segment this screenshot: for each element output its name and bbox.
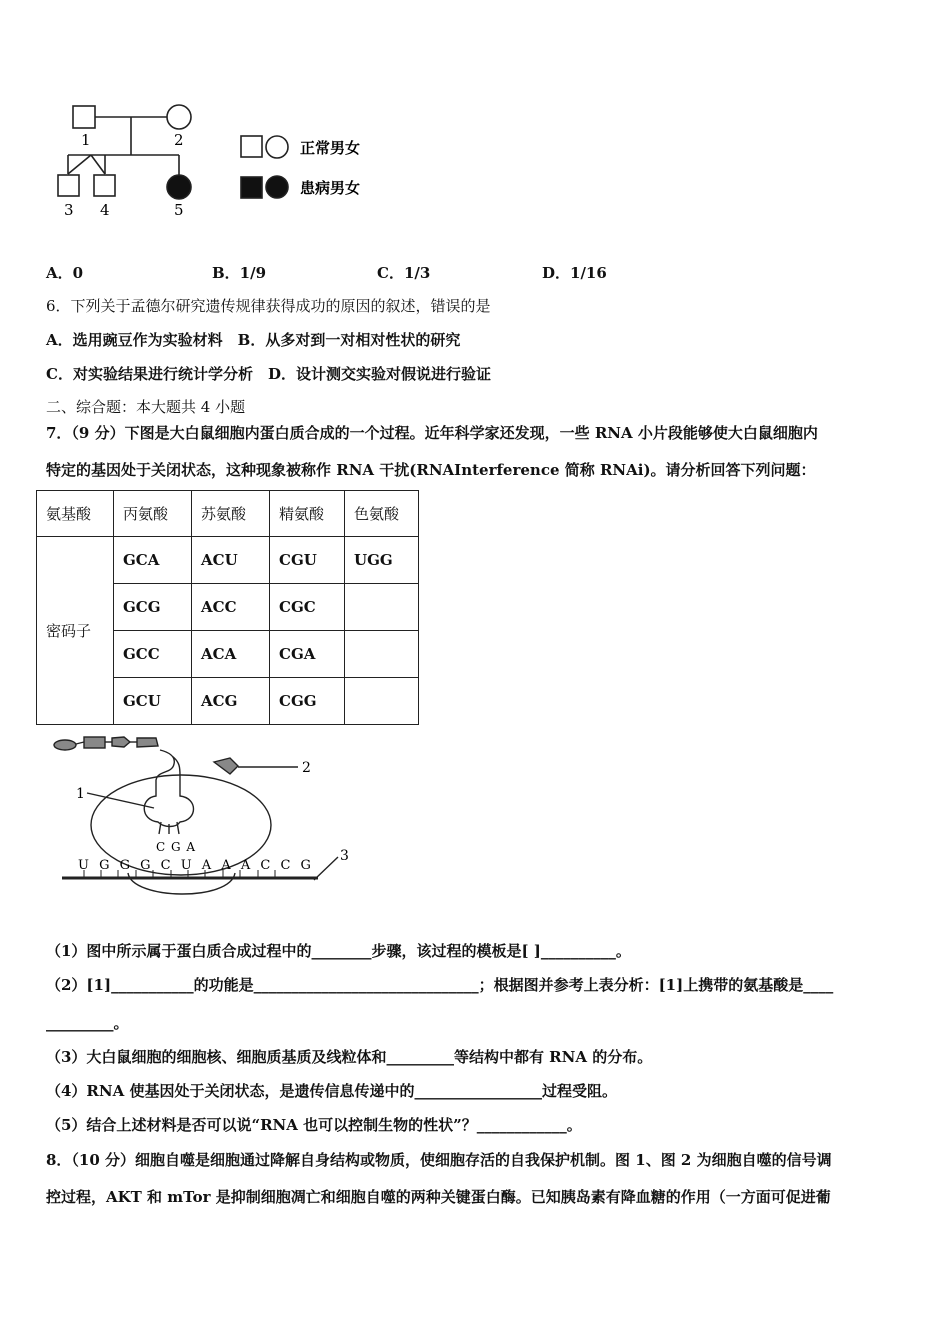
- table-cell: CGG: [270, 678, 345, 725]
- pedigree-male-1: [73, 106, 95, 128]
- ribosome-small-subunit: [128, 873, 235, 894]
- q6-options-ab: A．选用豌豆作为实验材料 B．从多对到一对相对性状的研究: [46, 331, 461, 349]
- table-cell: 密码子: [37, 537, 114, 725]
- pedigree-label-4: 4: [100, 201, 110, 219]
- table-cell: UGG: [345, 537, 419, 584]
- pedigree-label-2: 2: [174, 131, 184, 149]
- q8-line1: 8．（10 分）细胞自噬是细胞通过降解自身结构或物质，使细胞存活的自我保护机制。图 1、图 2 为细胞自噬的信号调: [46, 1151, 832, 1169]
- codon-table: [36, 490, 419, 725]
- pedigree-label-3: 3: [64, 201, 74, 219]
- peptide-residue: [54, 740, 76, 750]
- table-cell: 氨基酸: [37, 491, 114, 537]
- q8-line2: 控过程，AKT 和 mTor 是抑制细胞凋亡和细胞自噬的两种关键蛋白酶。已知胰岛素有降血糖的作用（一方面可促进葡: [46, 1188, 831, 1206]
- pedigree-male-3: [58, 175, 79, 196]
- anticodon-text: C G A: [156, 840, 197, 854]
- table-cell: [345, 678, 419, 725]
- option-c: C．1/3: [377, 264, 431, 282]
- label-1: 1: [76, 786, 85, 802]
- q6-options-cd: C．对实验结果进行统计学分析 D．设计测交实验对假说进行验证: [46, 365, 491, 383]
- label-2: 2: [302, 760, 311, 776]
- table-cell: ACC: [192, 584, 270, 631]
- pedigree-female-2: [167, 105, 191, 129]
- peptide-residue: [137, 738, 158, 747]
- q6-stem: 6．下列关于孟德尔研究遗传规律获得成功的原因的叙述，错误的是: [46, 297, 491, 315]
- table-cell: ACA: [192, 631, 270, 678]
- table-cell: GCG: [114, 584, 192, 631]
- label-3: 3: [340, 848, 349, 864]
- table-cell: CGC: [270, 584, 345, 631]
- peptide-residue: [112, 737, 130, 747]
- q7-sub2: （2）[1]___________的功能是______________________________；根据图并参考上表分析：[1]上携带的氨基酸是____: [46, 976, 834, 994]
- amino-acid-2: [214, 758, 238, 774]
- table-row: [37, 537, 419, 584]
- table-cell: 苏氨酸: [192, 491, 270, 537]
- legend-affected-female: [266, 176, 288, 198]
- q7-line1: 7．（9 分）下图是大白鼠细胞内蛋白质合成的一个过程。近年科学家还发现，一些 RNA 小片段能够使大白鼠细胞内: [46, 424, 818, 442]
- table-cell: [345, 631, 419, 678]
- option-a: A．0: [46, 264, 84, 282]
- pedigree-label-5: 5: [174, 201, 184, 219]
- table-cell: GCC: [114, 631, 192, 678]
- q7-line2: 特定的基因处于关闭状态，这种现象被称作 RNA 干扰(RNAInterference 简称 RNAi)。请分析回答下列问题：: [46, 461, 816, 479]
- q7-sub3: （3）大白鼠细胞的细胞核、细胞质基质及线粒体和_________等结构中都有 RNA 的分布。: [46, 1048, 653, 1066]
- table-cell: CGU: [270, 537, 345, 584]
- table-header-row: [37, 491, 419, 537]
- translation-diagram: [40, 730, 370, 920]
- legend-normal-male: [241, 136, 262, 157]
- legend-normal-label: 正常男女: [300, 139, 361, 157]
- trna-1: [144, 750, 193, 827]
- pedigree-label-1: 1: [81, 131, 91, 149]
- peptide-residue: [84, 737, 105, 748]
- q7-sub2-continued: _________。: [46, 1014, 129, 1032]
- table-cell: CGA: [270, 631, 345, 678]
- table-cell: GCA: [114, 537, 192, 584]
- table-cell: GCU: [114, 678, 192, 725]
- legend-affected-label: 患病男女: [300, 179, 361, 197]
- q7-sub5: （5）结合上述材料是否可以说“RNA 也可以控制生物的性状”？____________。: [46, 1116, 582, 1134]
- table-cell: ACG: [192, 678, 270, 725]
- mrna-sequence: U G G G C U A A A C C G: [78, 858, 314, 873]
- section-heading: 二、综合题：本大题共 4 小题: [46, 398, 246, 416]
- q7-sub1: （1）图中所示属于蛋白质合成过程中的________步骤，该过程的模板是[ ]__________。: [46, 942, 631, 960]
- q7-sub4: （4）RNA 使基因处于关闭状态，是遗传信息传递中的_________________过程受阻。: [46, 1082, 617, 1100]
- pedigree-affected-female-5: [167, 175, 191, 199]
- legend-affected-male: [241, 177, 262, 198]
- table-cell: [345, 584, 419, 631]
- legend-normal-female: [266, 136, 288, 158]
- option-d: D．1/16: [542, 264, 607, 282]
- table-cell: ACU: [192, 537, 270, 584]
- option-b: B．1/9: [212, 264, 267, 282]
- pedigree-male-4: [94, 175, 115, 196]
- table-cell: 色氨酸: [345, 491, 419, 537]
- table-cell: 丙氨酸: [114, 491, 192, 537]
- pedigree-figure: [55, 98, 395, 228]
- table-cell: 精氨酸: [270, 491, 345, 537]
